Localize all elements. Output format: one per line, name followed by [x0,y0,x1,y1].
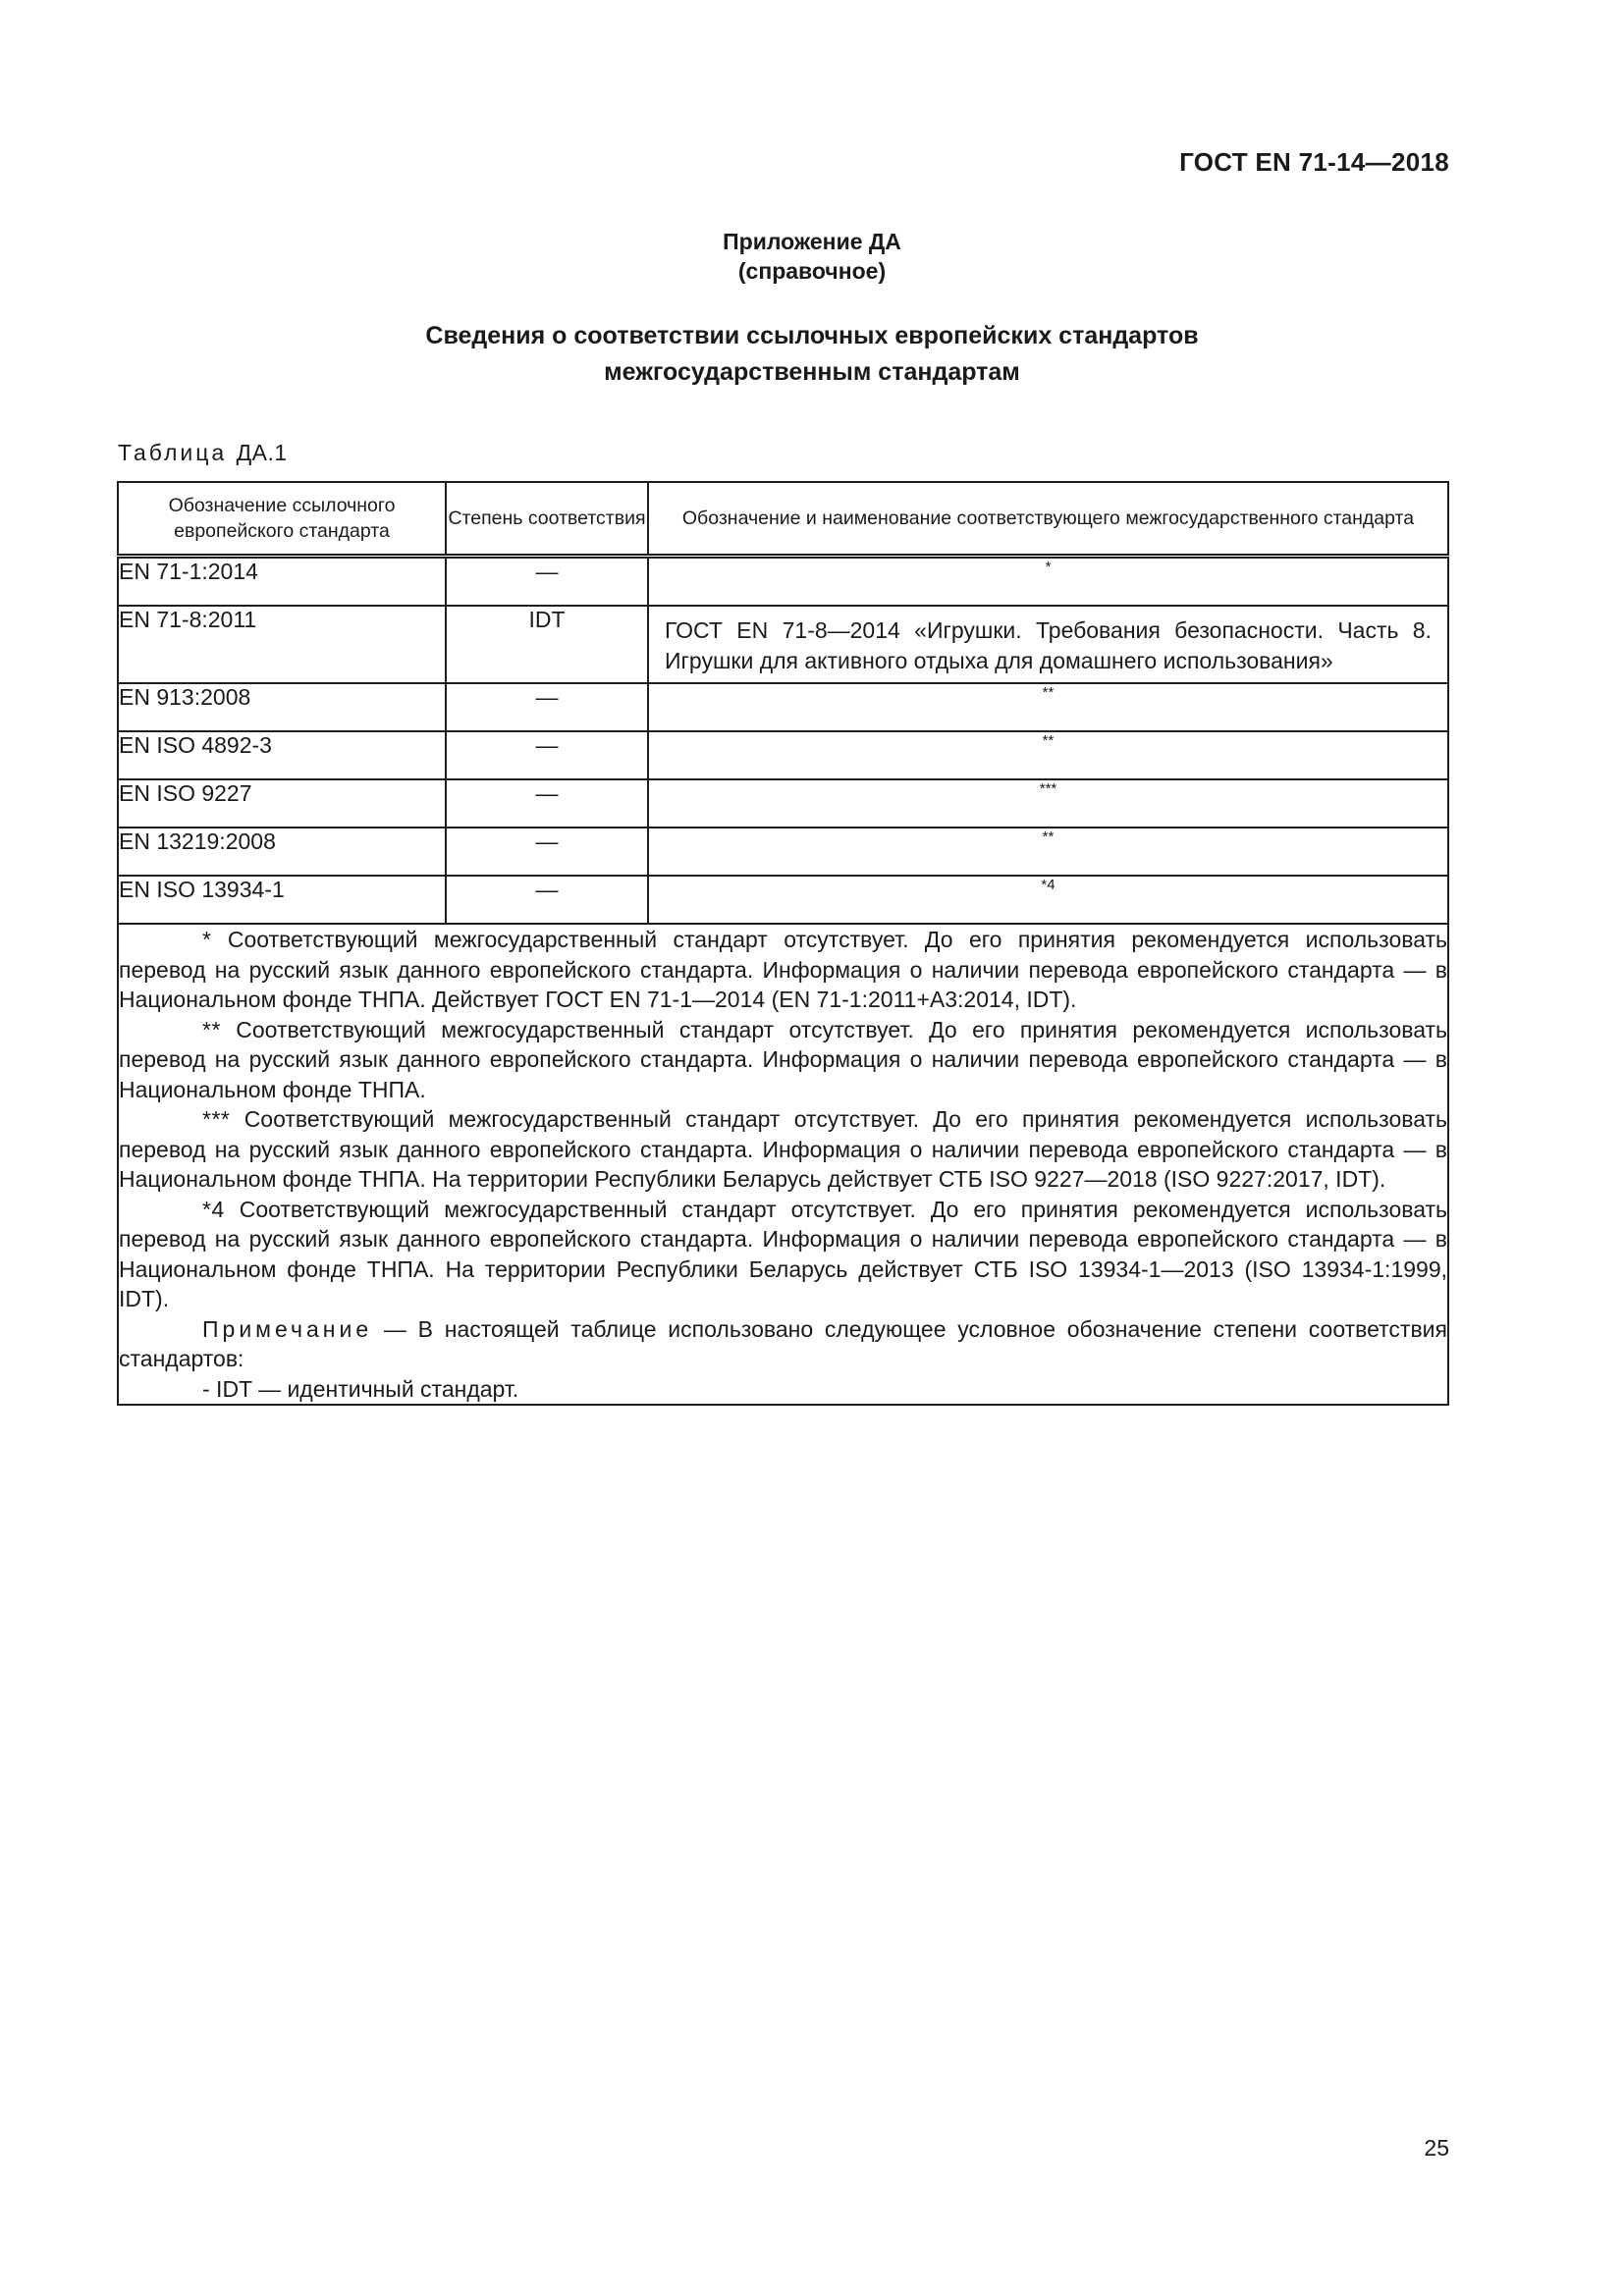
footnote [119,925,1447,1015]
national-cell: ** [648,731,1448,779]
table-header-row [118,482,1448,557]
reference-cell: EN ISO 13934-1 [118,876,446,924]
note-text: — В настоящей таблице использовано следующее условное обозначение степени соответствия стандартов: [119,1315,1447,1371]
footnote [119,1195,1447,1314]
table-label [118,440,288,466]
footnote-text: Соответствующий межгосударственный стандарт отсутствует. До его принятия рекомендуется использовать перевод на русский язык данного европейского стандарта. Информация о наличии перевода европейского стандарта — в Национальном фонде ТНПА. На территории Республики Беларусь действует СТБ ISO 13934-1—2013 (ISO 13934-1:1999, IDT). [119,1196,1448,1311]
annex-title: Приложение ДА [723,229,901,254]
table-row [118,683,1448,731]
column-header-degree: Степень соответствия [446,482,648,557]
degree-cell: — [446,731,648,779]
note-item: - IDT — идентичный стандарт. [202,1375,519,1402]
reference-cell: EN 13219:2008 [118,828,446,876]
national-cell: *** [648,779,1448,828]
footnotes-row [118,924,1448,1405]
footnote-text: Соответствующий межгосударственный стандарт отсутствует. До его принятия рекомендуется использовать перевод на русский язык данного европейского стандарта. Информация о наличии перевода европейского стандарта — в Национальном фонде ТНПА. [119,1016,1448,1102]
reference-cell: EN 913:2008 [118,683,446,731]
footnote [119,1015,1447,1105]
column-header-national: Обозначение и наименование соответствующего межгосударственного стандарта [648,482,1448,557]
reference-cell: EN 71-1:2014 [118,557,446,607]
degree-cell: — [446,876,648,924]
table-row [118,876,1448,924]
annex-subtitle: (справочное) [737,258,887,284]
degree-cell: — [446,779,648,828]
degree-cell: — [446,828,648,876]
table-note [119,1314,1447,1374]
degree-cell: — [446,683,648,731]
table-row [118,731,1448,779]
table-row [118,779,1448,828]
annex-title-block [0,227,1624,286]
national-cell: * [648,557,1448,607]
footnote-text: Соответствующий межгосударственный стандарт отсутствует. До его принятия рекомендуется использовать перевод на русский язык данного европейского стандарта. Информация о наличии перевода европейского стандарта — в Национальном фонде ТНПА. Действует ГОСТ EN 71-1—2014 (EN 71-1:2011+A3:2014, IDT). [119,927,1448,1012]
footnote-mark: *** [202,1106,231,1132]
footnote-mark: *4 [202,1196,225,1222]
footnote-mark: * [202,927,212,952]
footnote-mark: ** [202,1016,221,1042]
table-label-number: ДА.1 [236,440,288,465]
heading-line-1: Сведения о соответствии ссылочных европейских стандартов [425,322,1199,349]
reference-cell: EN 71-8:2011 [118,606,446,683]
table-row [118,557,1448,607]
degree-cell: — [446,557,648,607]
document-heading [0,318,1624,391]
footnote-text: Соответствующий межгосударственный стандарт отсутствует. До его принятия рекомендуется использовать перевод на русский язык данного европейского стандарта. Информация о наличии перевода европейского стандарта — в Национальном фонде ТНПА. На территории Республики Беларусь действует СТБ ISO 9227—2018 (ISO 9227:2017, IDT). [119,1106,1448,1192]
footnote [119,1104,1447,1195]
table-row [118,606,1448,683]
column-header-reference: Обозначение ссылочного европейского стандарта [118,482,446,557]
note-label: Примечание [202,1315,373,1342]
footnotes-cell [118,924,1448,1405]
standard-code: ГОСТ EN 71-14—2018 [1179,147,1449,177]
standards-table [117,481,1449,1406]
national-cell: ** [648,828,1448,876]
page-number: 25 [1424,2135,1449,2161]
national-cell: ГОСТ EN 71-8—2014 «Игрушки. Требования безопасности. Часть 8. Игрушки для активного отдыха для домашнего использования» [648,606,1448,683]
degree-cell: IDT [446,606,648,683]
reference-cell: EN ISO 4892-3 [118,731,446,779]
national-cell: ** [648,683,1448,731]
table-row [118,828,1448,876]
heading-line-2: межгосударственным стандартам [604,358,1020,386]
national-cell: *4 [648,876,1448,924]
table-label-prefix: Таблица [118,440,228,465]
reference-cell: EN ISO 9227 [118,779,446,828]
